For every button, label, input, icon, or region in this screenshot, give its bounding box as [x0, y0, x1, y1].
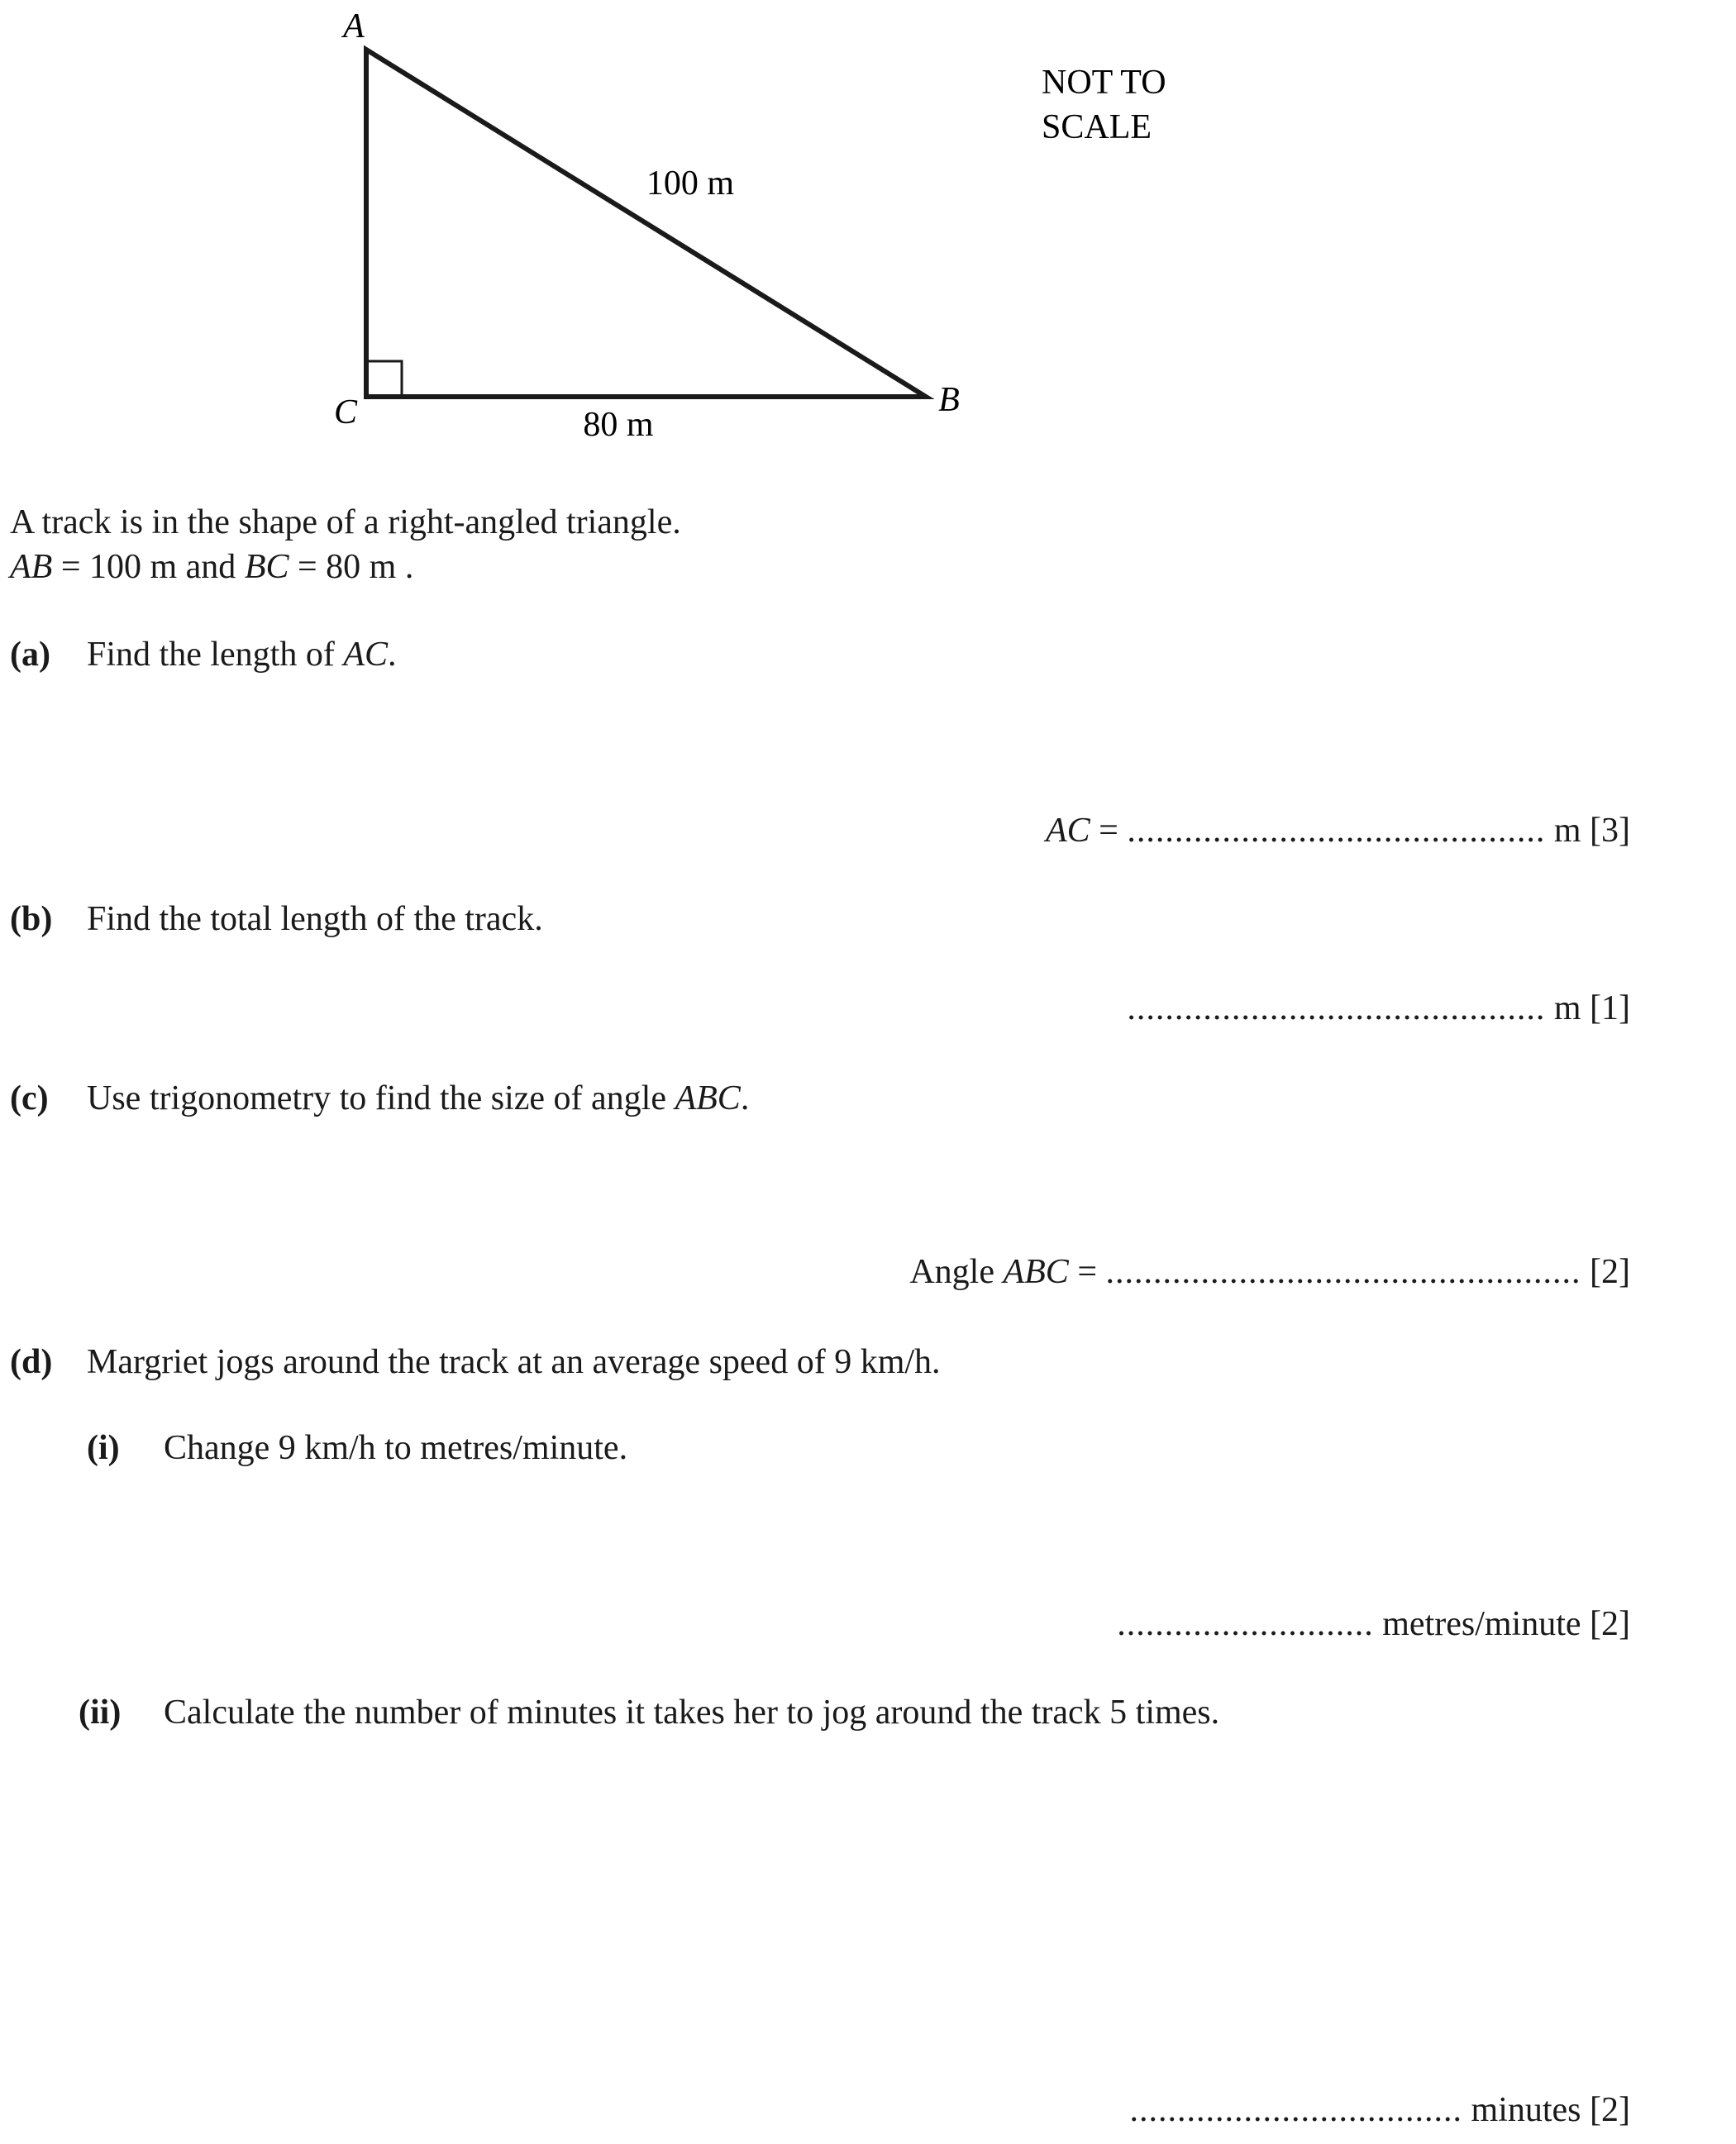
intro-line2 — [10, 546, 413, 588]
part-b-answer-line — [1127, 988, 1630, 1029]
part-b-answer-suffix: m [1] — [1545, 989, 1630, 1027]
not-to-scale-line1: NOT TO — [1042, 64, 1166, 102]
part-c-answer-line — [909, 1251, 1630, 1293]
part-c-answer-eq: = — [1068, 1253, 1106, 1291]
part-c-answer-var: ABC — [1003, 1253, 1069, 1291]
part-a-answer-line — [1046, 810, 1630, 851]
triangle-shape — [366, 50, 926, 397]
part-a-question — [87, 634, 396, 675]
part-d-label: (d) — [10, 1343, 53, 1381]
part-d-i-question: Change 9 km/h to metres/minute. — [164, 1429, 628, 1467]
part-b-question: Find the total length of the track. — [87, 900, 543, 938]
intro-bc: BC — [244, 548, 289, 586]
vertex-c-label: C — [333, 393, 358, 431]
part-d-i-answer-line — [1117, 1603, 1630, 1645]
part-a-answer-suffix: m [3] — [1545, 812, 1630, 850]
part-c-answer-dots[interactable]: .................................................. — [1105, 1253, 1581, 1291]
not-to-scale-line2: SCALE — [1042, 108, 1152, 146]
part-c-end: . — [740, 1079, 750, 1117]
part-d-question: Margriet jogs around the track at an average speed of 9 km/h. — [87, 1343, 941, 1381]
part-c-answer-suffix: [2] — [1581, 1253, 1630, 1291]
part-d-i-answer-suffix: metres/minute [2] — [1373, 1605, 1630, 1643]
part-d-ii-answer-line — [1130, 2089, 1630, 2131]
part-c-var: ABC — [675, 1079, 741, 1117]
vertex-a-label: A — [343, 7, 365, 45]
part-c-answer-prefix: Angle — [909, 1253, 1004, 1291]
part-c-text: Use trigonometry to find the size of angle — [87, 1079, 675, 1117]
part-d-i-answer-dots[interactable]: ........................... — [1117, 1605, 1374, 1643]
part-d-i-label: (i) — [87, 1429, 120, 1467]
intro-eq1: = 100 m and — [52, 548, 245, 586]
hypotenuse-label: 100 m — [646, 164, 735, 202]
part-c-label: (c) — [10, 1079, 49, 1117]
part-a-answer-eq: = — [1090, 812, 1128, 850]
part-c-question — [87, 1078, 749, 1119]
intro-line1: A track is in the shape of a right-angled triangle. — [10, 503, 681, 541]
part-a-answer-var: AC — [1045, 812, 1090, 850]
part-b-answer-dots[interactable]: ............................................ — [1127, 989, 1546, 1027]
triangle-diagram — [0, 0, 1736, 463]
part-d-ii-question: Calculate the number of minutes it takes her to jog around the track 5 times. — [164, 1694, 1220, 1732]
part-d-ii-label: (ii) — [79, 1694, 122, 1732]
vertex-b-label: B — [938, 381, 960, 419]
part-a-var: AC — [343, 636, 388, 674]
intro-ab: AB — [10, 548, 53, 586]
part-a-text: Find the length of — [87, 636, 344, 674]
base-label: 80 m — [583, 406, 654, 444]
part-a-end: . — [387, 636, 397, 674]
part-b-label: (b) — [10, 900, 53, 938]
intro-eq2: = 80 m . — [289, 548, 414, 586]
part-d-ii-answer-dots[interactable]: ................................... — [1129, 2091, 1463, 2129]
part-d-ii-answer-suffix: minutes [2] — [1462, 2091, 1630, 2129]
right-angle-marker — [366, 361, 402, 397]
part-a-answer-dots[interactable]: ............................................ — [1127, 812, 1546, 850]
part-a-label: (a) — [10, 636, 50, 674]
